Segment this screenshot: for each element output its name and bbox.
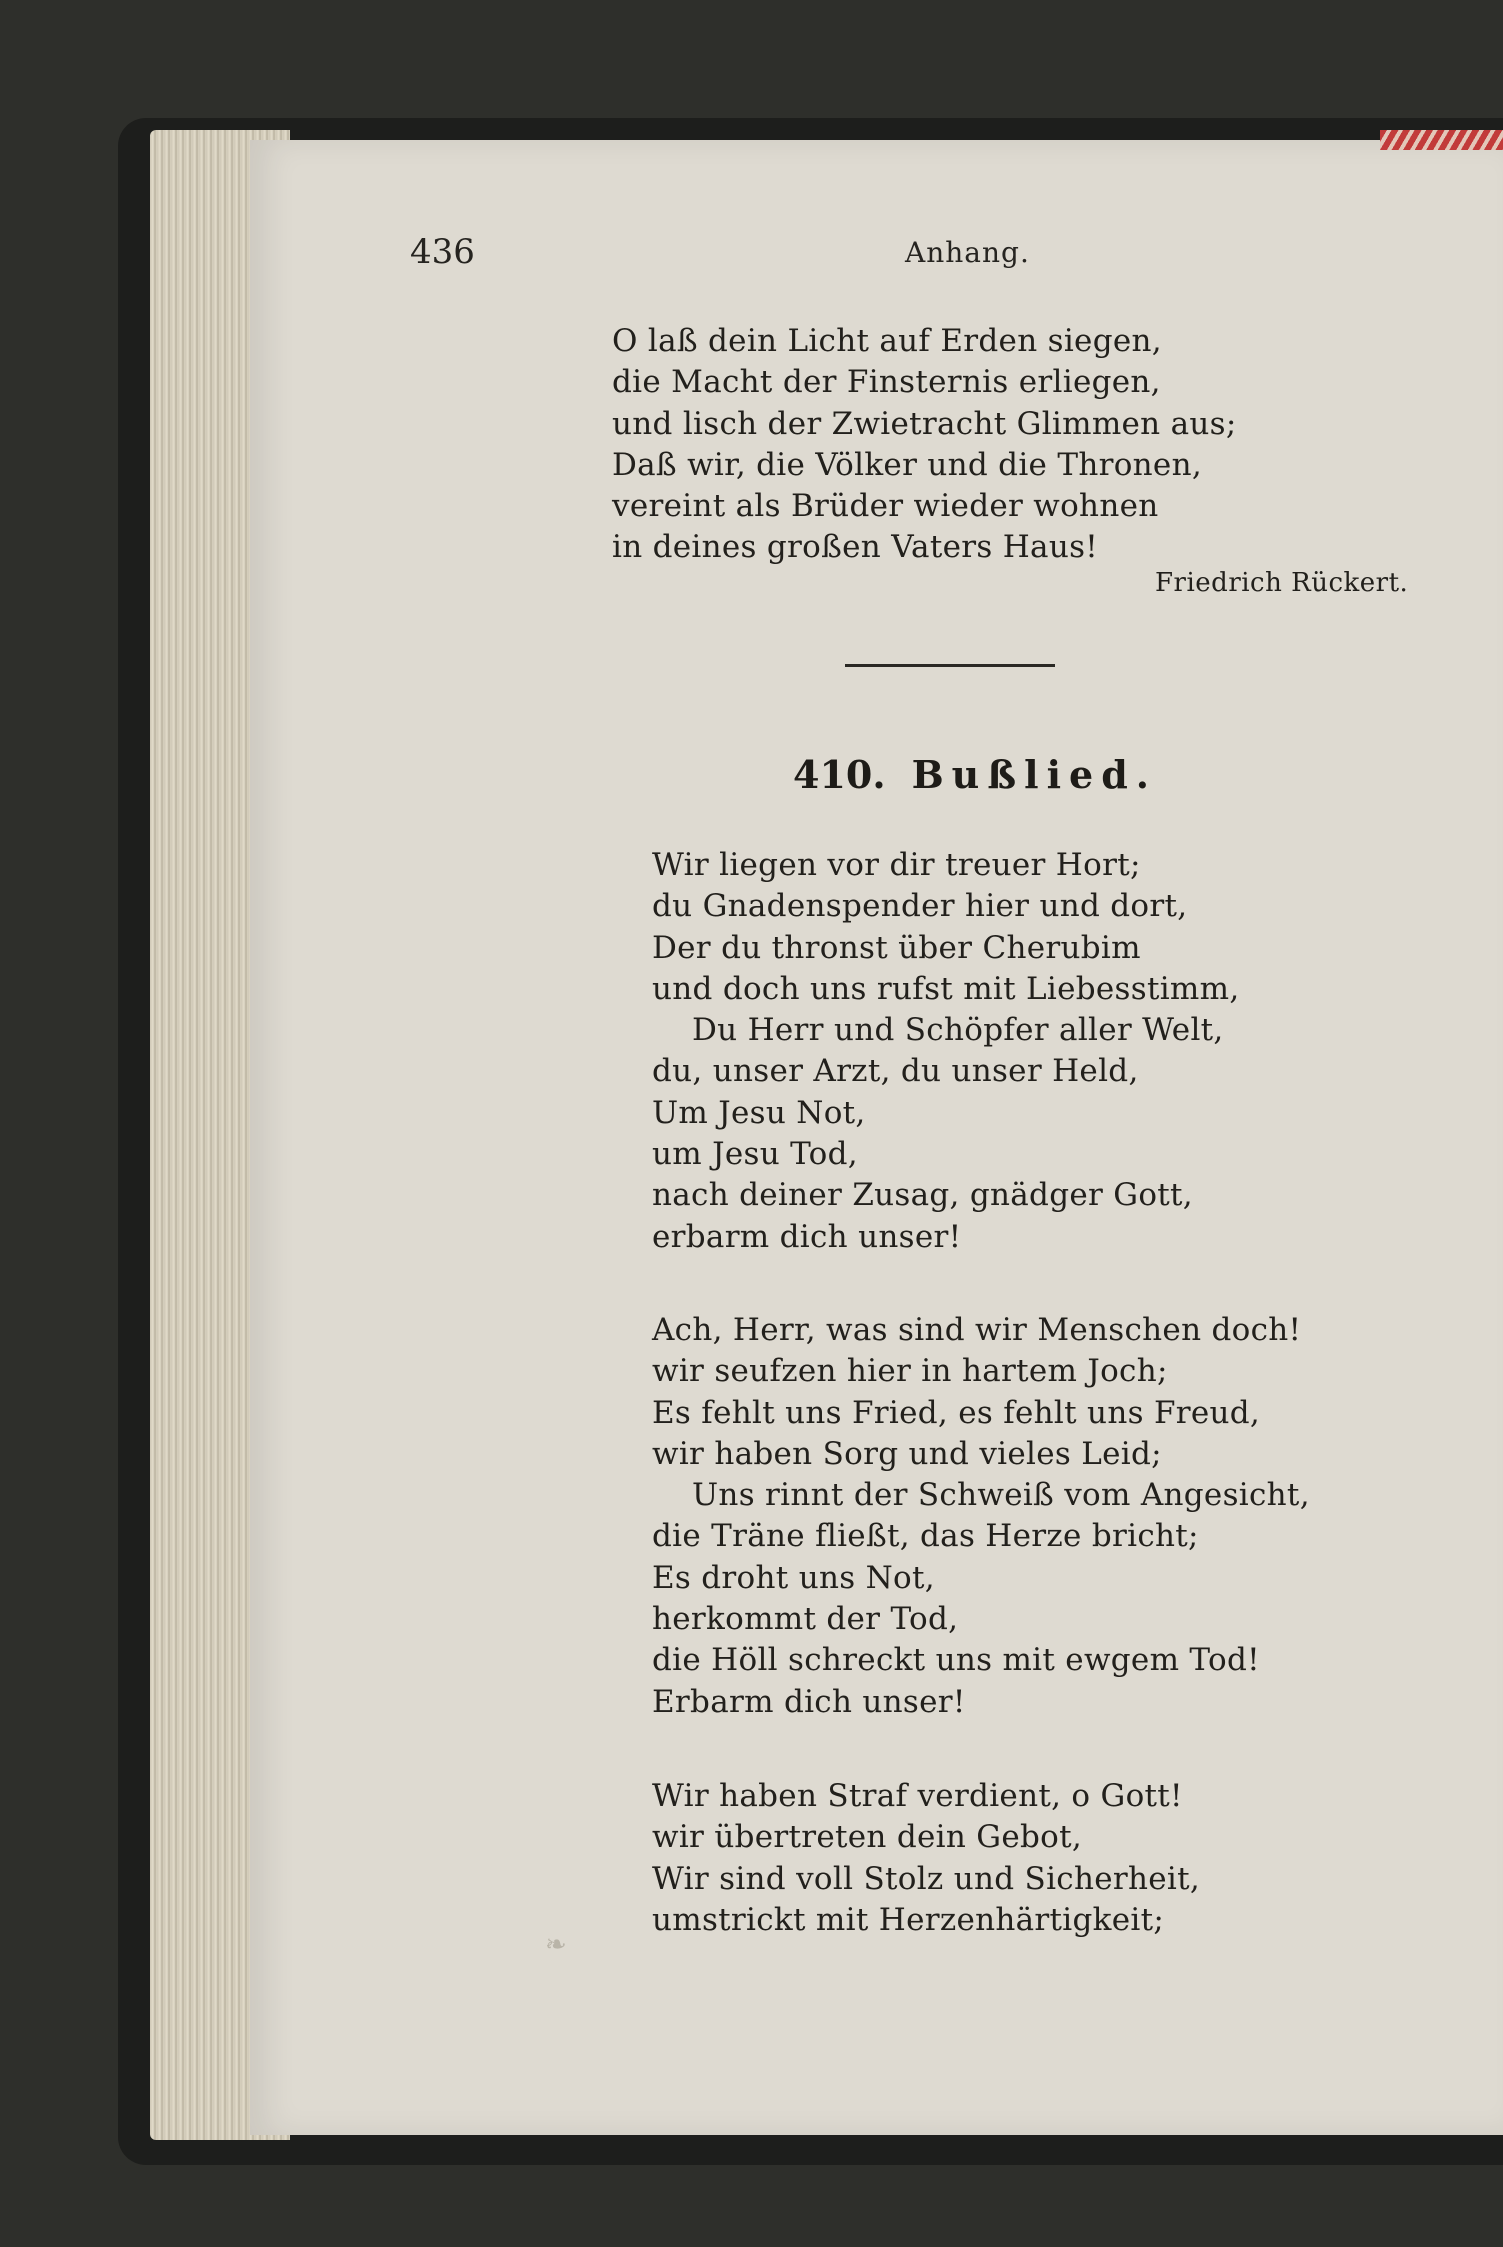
printer-ornament: ❧ [545,1930,567,1960]
verse-line: Du Herr und Schöpfer aller Welt, [692,1012,1224,1049]
section-divider [845,664,1055,667]
verse-line: Der du thronst über Cherubim [652,929,1141,966]
running-head: Anhang. [905,236,1030,269]
verse-line: Wir liegen vor dir treuer Hort; [652,847,1141,883]
verse-line: um Jesu Tod, [652,1136,858,1173]
verse-line: nach deiner Zusag, gnädger Gott, [652,1177,1193,1214]
hymn-number: 410. [793,752,886,797]
verse-line: wir haben Sorg und vieles Leid; [652,1435,1162,1472]
verse-line: du, unser Arzt, du unser Held, [652,1053,1139,1090]
verse-line: die Macht der Finsternis erliegen, [612,364,1161,401]
stanza-1 [652,845,1239,1258]
verse-line: Es droht uns Not, [652,1559,935,1596]
page-header [0,232,1503,292]
verse-line: Wir haben Straf verdient, o Gott! [652,1778,1183,1814]
verse-line: die Höll schreckt uns mit ewgem Tod! [652,1642,1260,1679]
verse-line: herkommt der Tod, [652,1601,959,1638]
verse-line: wir seufzen hier in hartem Joch; [652,1353,1168,1390]
verse-line: Daß wir, die Völker und die Thronen, [612,446,1202,483]
hymn-heading [793,752,1157,797]
verse-line: umstrickt mit Herzenhärtigkeit; [652,1901,1165,1938]
verse-line: Erbarm dich unser! [652,1683,966,1720]
verse-line: Uns rinnt der Schweiß vom Angesicht, [692,1477,1310,1514]
verse-line: Es fehlt uns Fried, es fehlt uns Freud, [652,1394,1261,1431]
stanza-3 [652,1776,1200,1941]
verse-line: wir übertreten dein Gebot, [652,1819,1082,1856]
verse-line: die Träne fließt, das Herze bricht; [652,1518,1199,1555]
previous-hymn-stanza [612,321,1237,569]
author-attribution: Friedrich Rückert. [1155,568,1409,598]
verse-line: Um Jesu Not, [652,1094,866,1131]
bookmark-ribbon [1380,130,1503,150]
verse-line: und lisch der Zwietracht Glimmen aus; [612,405,1237,442]
verse-line: Ach, Herr, was sind wir Menschen doch! [652,1312,1302,1348]
page-number: 436 [410,232,475,272]
verse-line: in deines großen Vaters Haus! [612,529,1099,566]
verse-line: und doch uns rufst mit Liebesstimm, [652,970,1240,1007]
stanza-2 [652,1310,1310,1723]
hymn-title: Bußlied. [911,752,1158,797]
verse-line: O laß dein Licht auf Erden siegen, [612,323,1162,359]
verse-line: erbarm dich unser! [652,1218,962,1255]
verse-line: du Gnadenspender hier und dort, [652,888,1188,925]
verse-line: Wir sind voll Stolz und Sicherheit, [652,1860,1201,1897]
verse-line: vereint als Brüder wieder wohnen [612,488,1159,525]
